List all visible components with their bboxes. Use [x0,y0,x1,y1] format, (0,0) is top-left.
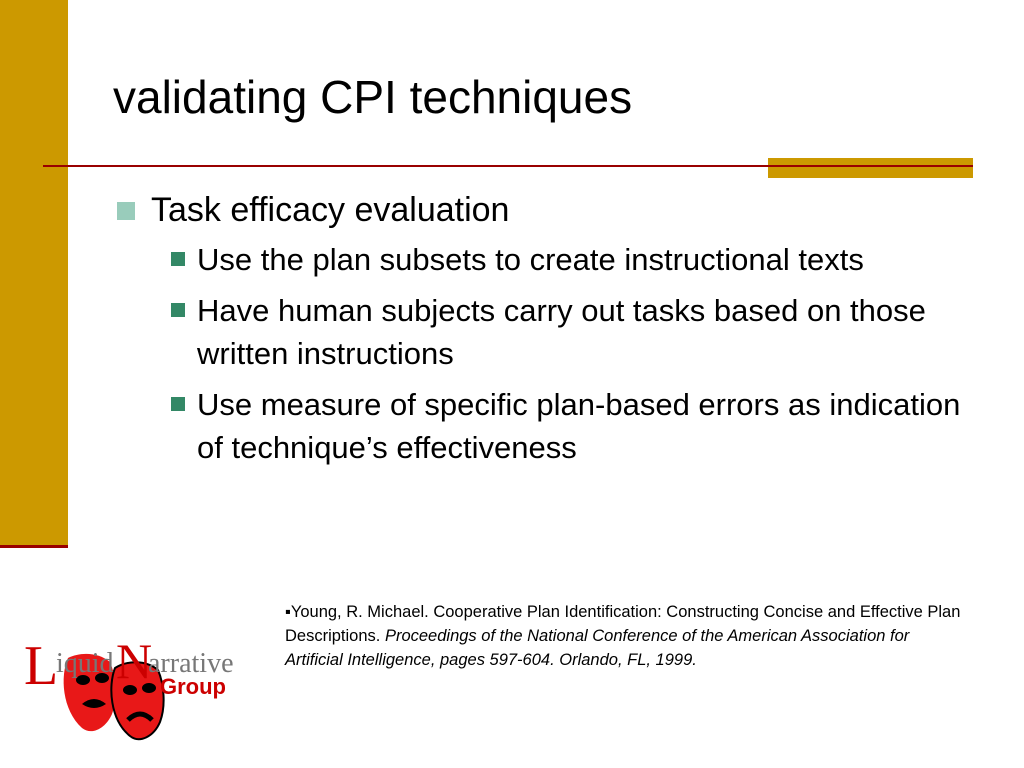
logo-graphic [20,628,265,748]
citation-footnote [285,600,965,672]
liquid-narrative-group-logo [20,628,265,748]
square-bullet-icon [117,202,135,220]
logo-wordmark-b: arrative [148,648,234,679]
main-bullet-text: Task efficacy evaluation [151,191,510,229]
sub-bullet-text: Use measure of specific plan-based errors as indication of technique’s effectiveness [197,387,961,465]
logo-initial-l: L [24,635,59,697]
square-bullet-icon [171,252,185,266]
slide-title: validating CPI techniques [113,71,633,123]
sub-bullet [113,238,973,281]
left-accent-bar-underline [0,545,68,548]
square-bullet-icon [171,303,185,317]
sub-bullet-text: Have human subjects carry out tasks based on those written instructions [197,293,926,371]
title-divider-accent-block [768,158,973,178]
title-divider-accent-line [768,165,973,167]
slide-body [113,188,973,477]
left-accent-bar [0,0,68,545]
main-bullet [113,188,973,232]
citation-bullet-icon: ▪ [285,603,291,621]
citation-text: Young, R. Michael. Cooperative Plan Identification: Constructing Concise and Effective Plan Descriptions. [285,603,961,645]
sub-bullet-text: Use the plan subsets to create instructional texts [197,242,864,277]
sub-bullet [113,383,973,469]
square-bullet-icon [171,397,185,411]
logo-wordmark-c: Group [160,674,226,699]
sub-bullet [113,289,973,375]
sub-bullet-list [113,238,973,469]
logo-wordmark-a: iquid [56,648,114,679]
logo-initial-n: N [116,633,153,689]
citation-proceedings-text: Proceedings of the National Conference of the American Association for Artificial Intelligence, pages 597-604. Orlando, FL, 1999. [285,627,910,669]
